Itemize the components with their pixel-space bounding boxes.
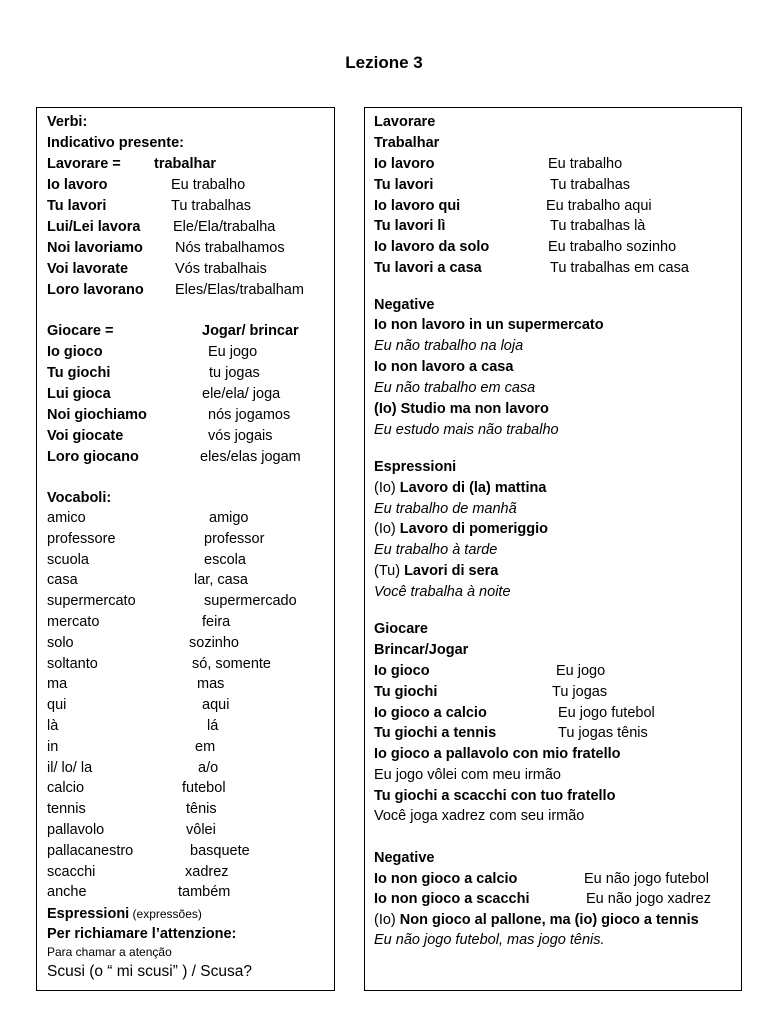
vocabolo-it: il/ lo/ la — [47, 759, 93, 776]
scacchi-pt: Você joga xadrez com seu irmão — [374, 808, 585, 824]
vocabolo-pt: lá — [207, 718, 219, 734]
vocabolo-pt: supermercado — [204, 593, 297, 610]
giocare-definition: Giocare = Jogar/ brincar — [47, 323, 299, 339]
phrase-pt: Eu jogo futebol — [558, 704, 655, 721]
phrase-pt: Tu jogas — [552, 683, 608, 700]
giocare-pairs-row — [374, 682, 739, 703]
phrase-pt: Eu trabalho sozinho — [548, 239, 677, 256]
lavorare-pairs-row — [374, 154, 739, 175]
lavorare-pairs-row — [374, 196, 739, 217]
espressione-it: (Tu) Lavori di sera — [374, 563, 499, 579]
pallone-it: (Io) Non gioco al pallone, ma (io) gioco a tennis — [374, 912, 699, 928]
phrase-it: Io lavoro da solo — [374, 239, 490, 256]
vocabolo-it: pallacanestro — [47, 842, 134, 859]
negative-heading: Negative — [374, 297, 435, 313]
vocabolo-row — [47, 612, 332, 633]
vocabolo-it: ma — [47, 676, 68, 693]
vocabolo-row — [47, 508, 332, 529]
negative-heading-2: Negative — [374, 850, 435, 866]
vocabolo-row — [47, 841, 332, 862]
vocaboli-header: Vocaboli: — [47, 490, 112, 506]
vocabolo-pt: futebol — [182, 780, 226, 797]
vocabolo-it: mercato — [47, 614, 100, 630]
giocare-pairs-row — [374, 703, 739, 724]
vocabolo-row — [47, 778, 332, 799]
vocabolo-pt: a/o — [198, 759, 219, 776]
phrase-it: Tu lavori a casa — [374, 260, 482, 276]
vocabolo-row — [47, 529, 332, 550]
phrase-it: Io gioco a calcio — [374, 704, 487, 721]
vocabolo-pt: em — [195, 738, 216, 755]
vocabolo-row — [47, 570, 332, 591]
vocabolo-it: solo — [47, 634, 74, 651]
negative-it: Io non lavoro a casa — [374, 359, 514, 375]
phrase-pt: Tu trabalhas là — [550, 218, 646, 235]
negative2-row: Io non gioco a calcio Eu não jogo futebol — [374, 871, 709, 887]
scusi-phrase: Scusi (o “ mi scusi” ) / Scusa? — [47, 963, 252, 980]
vocabolo-row — [47, 882, 332, 903]
negative-it: (Io) Studio ma non lavoro — [374, 401, 549, 417]
lavorare-conj-row: Loro lavorano Eles/Elas/trabalham — [47, 282, 304, 298]
right-column-box — [364, 107, 742, 991]
vocabolo-it: qui — [47, 697, 67, 714]
giocare-heading: Giocare — [374, 621, 428, 637]
vocabolo-pt: professor — [204, 530, 265, 547]
espressione-pt: Eu trabalho de manhã — [374, 501, 517, 517]
phrase-it: Tu giochi a tennis — [374, 725, 497, 742]
vocabolo-it: pallavolo — [47, 822, 105, 838]
phrase-it: Io gioco — [374, 663, 430, 679]
pallavolo-pt: Eu jogo vôlei com meu irmão — [374, 767, 561, 783]
phrase-it: Tu lavori lì — [374, 218, 446, 235]
vocabolo-it: tennis — [47, 801, 86, 818]
verbi-header: Verbi: — [47, 114, 88, 130]
giocare-pairs-row — [374, 723, 739, 744]
lavorare-pairs-row — [374, 258, 739, 279]
espressione-pt: Você trabalha à noite — [374, 584, 511, 600]
vocabolo-pt: escola — [204, 551, 246, 568]
espressioni-heading: Espressioni — [374, 459, 457, 475]
phrase-it: Tu lavori — [374, 176, 434, 193]
giocare-conj-row: Io gioco Eu jogo — [47, 344, 258, 360]
vocabolo-it: professore — [47, 530, 116, 547]
vocabolo-pt: basquete — [190, 842, 250, 859]
vocabolo-pt: amigo — [209, 510, 249, 526]
lavorare-conj-row: Voi lavorate Vós trabalhais — [47, 261, 267, 277]
phrase-it: Io lavoro qui — [374, 197, 461, 214]
vocabolo-pt: também — [178, 884, 231, 901]
espressioni-label: Espressioni (expressões) — [47, 906, 202, 922]
page-title: Lezione 3 — [345, 53, 423, 72]
vocabolo-row — [47, 862, 332, 883]
vocabolo-row — [47, 737, 332, 758]
vocabolo-row — [47, 591, 332, 612]
trabalhar-heading: Trabalhar — [374, 135, 440, 151]
vocabolo-it: in — [47, 738, 59, 755]
left-column-box — [36, 107, 335, 991]
giocare-conj-row: Loro giocano eles/elas jogam — [47, 449, 301, 465]
phrase-pt: Eu trabalho aqui — [546, 197, 652, 214]
vocabolo-it: scacchi — [47, 863, 96, 880]
vocabolo-row — [47, 674, 332, 695]
giocare-pairs-row — [374, 661, 739, 682]
lavorare-pairs-row — [374, 237, 739, 258]
phrase-it: Io lavoro — [374, 156, 435, 172]
phrase-pt: Tu trabalhas — [550, 176, 631, 193]
giocare-conj-row: Noi giochiamo nós jogamos — [47, 407, 291, 423]
vocabolo-row — [47, 654, 332, 675]
lavorare-pairs-row — [374, 216, 739, 237]
vocabolo-pt: feira — [202, 614, 231, 630]
vocabolo-row — [47, 695, 332, 716]
negative-pt: Eu não trabalho em casa — [374, 380, 536, 396]
espressione-it: (Io) Lavoro di (la) mattina — [374, 480, 547, 496]
lavorare-pairs-row — [374, 175, 739, 196]
phrase-pt: Tu jogas tênis — [558, 725, 648, 742]
phrase-pt: Tu trabalhas em casa — [550, 260, 689, 276]
indicativo-header: Indicativo presente: — [47, 135, 184, 151]
vocabolo-pt: mas — [197, 676, 225, 693]
espressione-pt: Eu trabalho à tarde — [374, 542, 498, 558]
negative-it: Io non lavoro in un supermercato — [374, 317, 604, 333]
vocabolo-row — [47, 633, 332, 654]
richiamare-attenzione: Per richiamare l’attenzione: — [47, 926, 237, 942]
vocabolo-row — [47, 799, 332, 820]
giocare-conj-row: Voi giocate vós jogais — [47, 428, 273, 444]
espressione-it: (Io) Lavoro di pomeriggio — [374, 521, 549, 537]
pallavolo-it: Io gioco a pallavolo con mio fratello — [374, 746, 621, 762]
vocabolo-it: soltanto — [47, 655, 98, 672]
lavorare-conj-row: Tu lavori Tu trabalhas — [47, 198, 252, 214]
lavorare-conj-row: Io lavoro Eu trabalho — [47, 177, 246, 193]
vocabolo-row — [47, 758, 332, 779]
vocabolo-pt: aqui — [202, 697, 230, 714]
vocabolo-it: supermercato — [47, 593, 136, 610]
lavorare-conj-row: Noi lavoriamo Nós trabalhamos — [47, 240, 285, 256]
vocabolo-pt: só, somente — [192, 655, 271, 672]
vocabolo-it: casa — [47, 572, 78, 589]
chamar-atencao: Para chamar a atenção — [47, 945, 172, 959]
negative2-row: Io non gioco a scacchi Eu não jogo xadrez — [374, 891, 711, 907]
vocabolo-it: là — [47, 718, 59, 734]
vocabolo-pt: sozinho — [189, 634, 239, 651]
vocabolo-pt: xadrez — [185, 863, 229, 880]
giocare-conj-row: Lui gioca ele/ela/ joga — [47, 386, 281, 402]
vocabolo-pt: vôlei — [186, 822, 216, 838]
vocabolo-it: scuola — [47, 551, 89, 568]
vocabolo-row — [47, 716, 332, 737]
vocabolo-row — [47, 820, 332, 841]
phrase-pt: Eu trabalho — [548, 156, 623, 172]
negative-pt: Eu não trabalho na loja — [374, 338, 524, 354]
scacchi-it: Tu giochi a scacchi con tuo fratello — [374, 788, 616, 804]
brincar-heading: Brincar/Jogar — [374, 642, 469, 658]
lavorare-heading: Lavorare — [374, 114, 436, 130]
phrase-pt: Eu jogo — [556, 663, 606, 679]
phrase-it: Tu giochi — [374, 683, 438, 700]
lavorare-conj-row: Lui/Lei lavora Ele/Ela/trabalha — [47, 219, 276, 235]
vocabolo-it: calcio — [47, 780, 85, 797]
vocabolo-it: anche — [47, 884, 87, 901]
vocabolo-it: amico — [47, 510, 86, 526]
negative-pt: Eu estudo mais não trabalho — [374, 422, 559, 438]
giocare-conj-row: Tu giochi tu jogas — [47, 365, 260, 381]
vocabolo-pt: tênis — [186, 801, 217, 818]
vocabolo-row — [47, 550, 332, 571]
lavorare-definition: Lavorare = trabalhar — [47, 156, 217, 172]
pallone-pt: Eu não jogo futebol, mas jogo tênis. — [374, 932, 605, 948]
vocabolo-pt: lar, casa — [194, 572, 248, 589]
